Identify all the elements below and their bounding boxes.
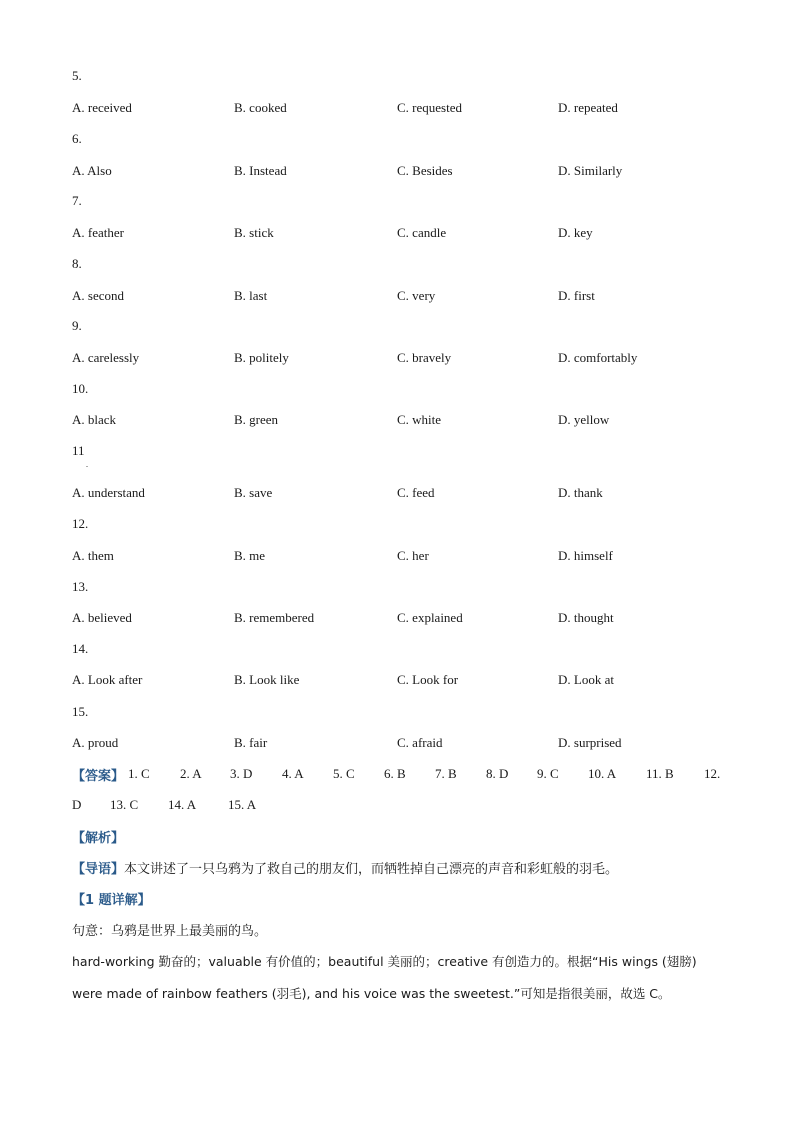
option-c: C. requested xyxy=(397,100,462,115)
answer-item: 3. D xyxy=(230,766,253,781)
option-d: D. thought xyxy=(558,610,614,625)
explanation-line: hard-working 勤奋的；valuable 有价值的；beautiful 美丽的；creative 有创造力的。根据“His wings (翅膀) xyxy=(72,954,697,969)
question-number: 8. xyxy=(72,256,82,271)
option-b: B. politely xyxy=(234,350,289,365)
option-c: C. feed xyxy=(397,485,435,500)
option-c: C. her xyxy=(397,548,429,563)
answer-item: D xyxy=(72,797,82,812)
answer-item: 1. C xyxy=(128,766,150,781)
option-d: D. comfortably xyxy=(558,350,638,365)
answer-item: 8. D xyxy=(486,766,509,781)
option-d: D. yellow xyxy=(558,412,610,427)
question-number: 6. xyxy=(72,131,82,146)
answer-item: 13. C xyxy=(110,797,139,812)
option-a: A. received xyxy=(72,100,132,115)
option-c: C. explained xyxy=(397,610,463,625)
option-d: D. himself xyxy=(558,548,613,563)
option-a: A. carelessly xyxy=(72,350,140,365)
option-d: D. Similarly xyxy=(558,163,623,178)
answer-item: 12. xyxy=(704,766,721,781)
option-b: B. me xyxy=(234,548,266,563)
answer-item: 5. C xyxy=(333,766,355,781)
question-number: 11 xyxy=(72,443,85,458)
option-a: A. Also xyxy=(72,163,112,178)
question-number: 10. xyxy=(72,381,89,396)
option-a: A. black xyxy=(72,412,117,427)
option-b: B. stick xyxy=(234,225,274,240)
option-b: B. Instead xyxy=(234,163,287,178)
option-b: B. cooked xyxy=(234,100,287,115)
option-c: C. afraid xyxy=(397,735,443,750)
answer-item: 9. C xyxy=(537,766,559,781)
option-a: A. them xyxy=(72,548,114,563)
guide-paragraph xyxy=(72,858,618,877)
stray-dot: . xyxy=(86,460,88,469)
question-number: 9. xyxy=(72,318,82,333)
option-a: A. understand xyxy=(72,485,145,500)
option-c: C. very xyxy=(397,288,436,303)
question-number: 13. xyxy=(72,579,89,594)
option-d: D. key xyxy=(558,225,593,240)
option-c: C. bravely xyxy=(397,350,452,365)
option-d: D. surprised xyxy=(558,735,622,750)
question-number: 15. xyxy=(72,704,89,719)
analysis-label: 【解析】 xyxy=(72,831,125,846)
option-b: B. last xyxy=(234,288,268,303)
guide-text: 本文讲述了一只乌鸦为了救自己的朋友们，而牺牲掉自己漂亮的声音和彩虹般的羽毛。 xyxy=(124,862,619,877)
option-b: B. remembered xyxy=(234,610,315,625)
option-c: C. Look for xyxy=(397,672,459,687)
option-c: C. white xyxy=(397,412,442,427)
question-number: 14. xyxy=(72,641,89,656)
question-number: 7. xyxy=(72,193,82,208)
option-b: B. Look like xyxy=(234,672,300,687)
option-c: C. Besides xyxy=(397,163,453,178)
option-b: B. save xyxy=(234,485,273,500)
answer-item: 15. A xyxy=(228,797,257,812)
answer-item: 4. A xyxy=(282,766,304,781)
answer-item: 11. B xyxy=(646,766,674,781)
option-a: A. believed xyxy=(72,610,132,625)
answer-item: 7. B xyxy=(435,766,457,781)
option-d: D. first xyxy=(558,288,595,303)
question-number: 5. xyxy=(72,68,82,83)
option-a: A. Look after xyxy=(72,672,143,687)
option-c: C. candle xyxy=(397,225,447,240)
detail-label: 【1 题详解】 xyxy=(72,893,151,908)
answer-item: 2. A xyxy=(180,766,202,781)
option-d: D. thank xyxy=(558,485,603,500)
option-d: D. Look at xyxy=(558,672,614,687)
answer-item: 14. A xyxy=(168,797,197,812)
question-number: 12. xyxy=(72,516,89,531)
option-a: A. second xyxy=(72,288,124,303)
option-b: B. fair xyxy=(234,735,268,750)
sentence-meaning: 句意：乌鸦是世界上最美丽的鸟。 xyxy=(72,924,268,939)
option-d: D. repeated xyxy=(558,100,618,115)
explanation-line: were made of rainbow feathers (羽毛), and his voice was the sweetest.”可知是指很美丽，故选 C。 xyxy=(72,986,671,1001)
option-a: A. feather xyxy=(72,225,124,240)
option-b: B. green xyxy=(234,412,279,427)
guide-label: 【导语】 xyxy=(72,862,125,877)
answer-item: 10. A xyxy=(588,766,617,781)
option-a: A. proud xyxy=(72,735,119,750)
answer-item: 6. B xyxy=(384,766,406,781)
answer-label: 【答案】 xyxy=(72,769,125,784)
